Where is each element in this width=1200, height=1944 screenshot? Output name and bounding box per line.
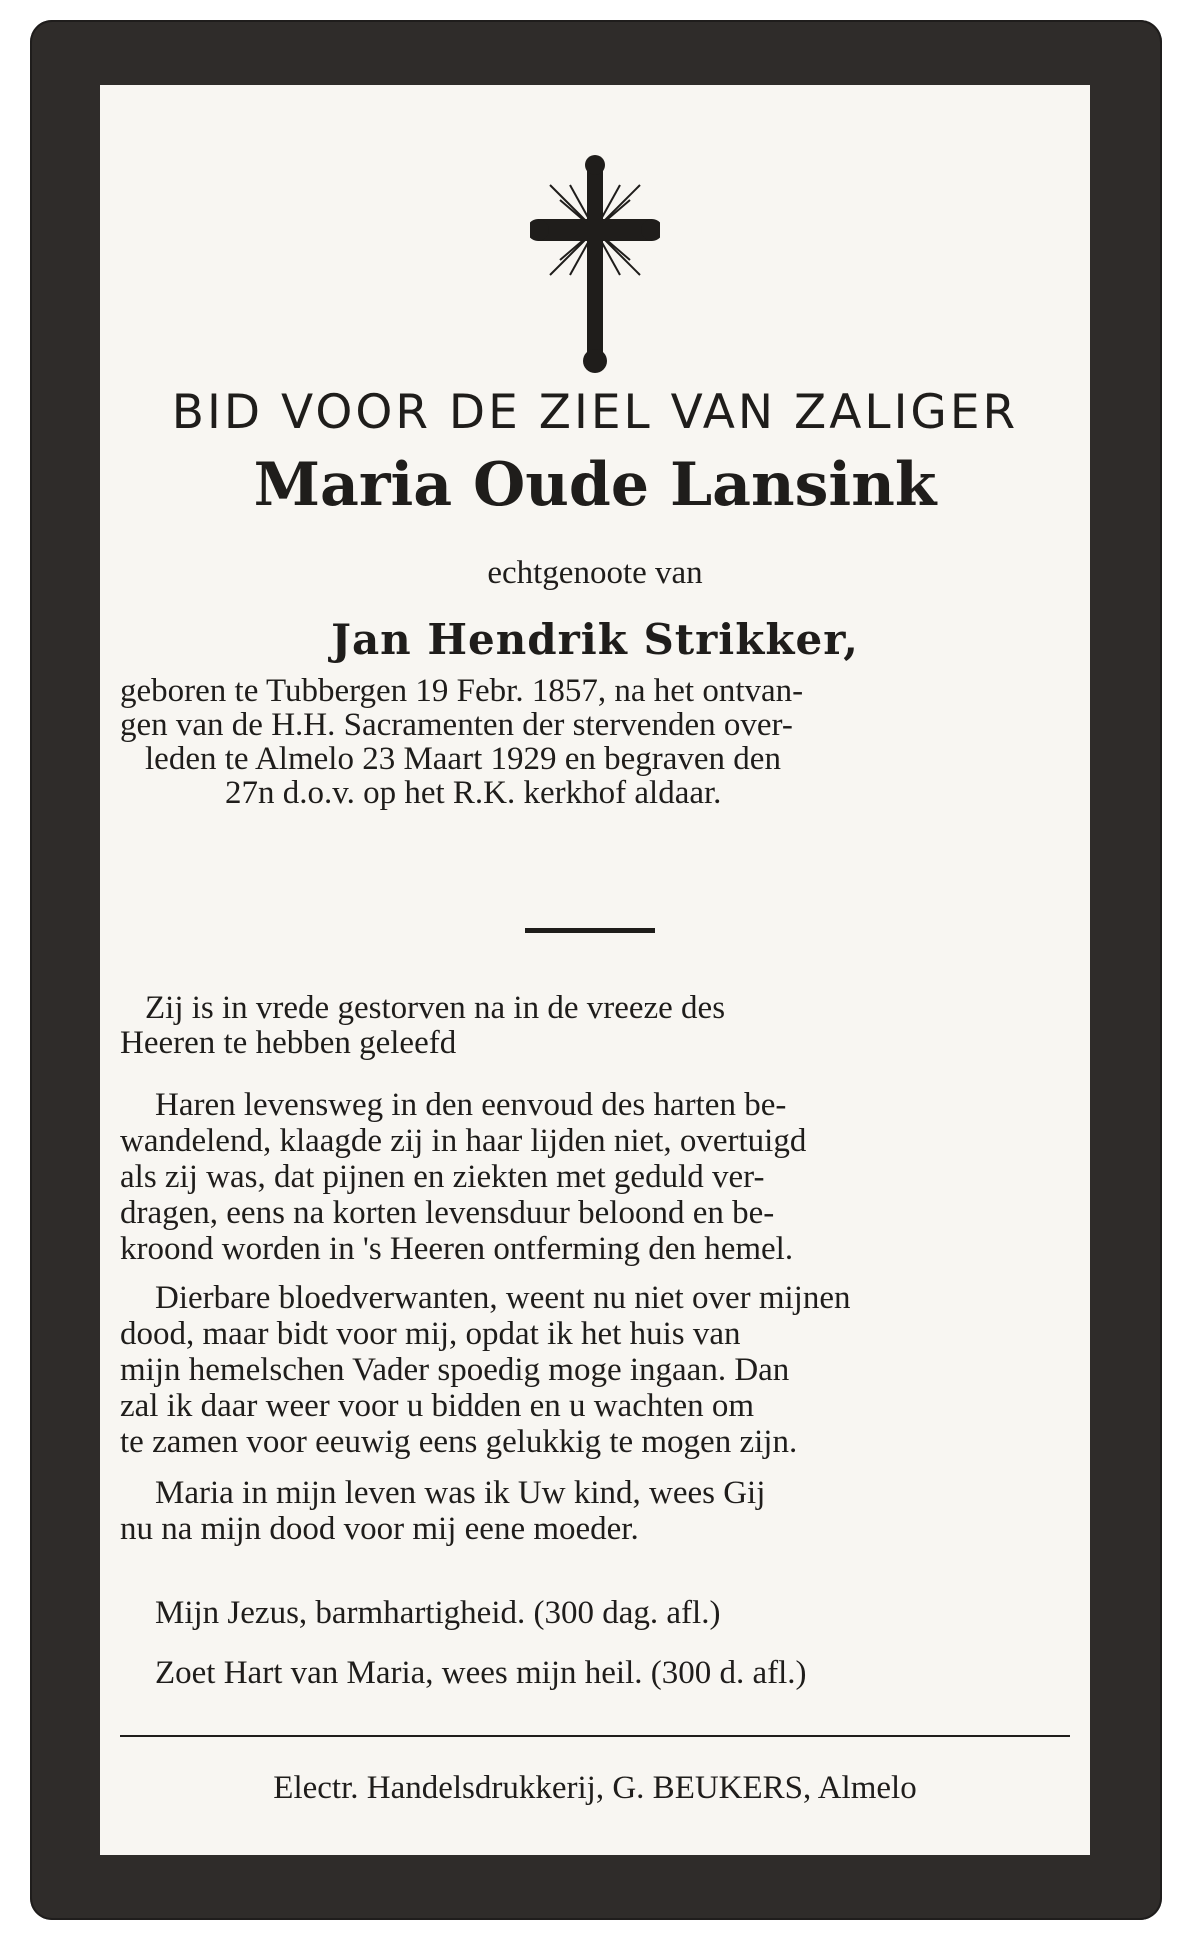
bio-line: leden te Almelo 23 Maart 1929 en begraven den bbox=[145, 741, 781, 777]
paragraph-line: mijn hemelschen Vader spoedig moge ingaan. Dan bbox=[120, 1352, 790, 1388]
divider-short bbox=[525, 928, 655, 933]
prayer-heading: BID VOOR DE ZIEL VAN ZALIGER bbox=[171, 385, 1019, 440]
paragraph-line: nu na mijn dood voor mij eene moeder. bbox=[120, 1511, 639, 1547]
bio-line: 27n d.o.v. op het R.K. kerkhof aldaar. bbox=[225, 775, 722, 811]
prayer-line: Zoet Hart van Maria, wees mijn heil. (300 d. afl.) bbox=[155, 1655, 807, 1691]
paragraph-line: te zamen voor eeuwig eens gelukkig te mogen zijn. bbox=[120, 1424, 798, 1460]
cross-icon bbox=[530, 155, 660, 375]
printer-credit: Electr. Handelsdrukkerij, G. BEUKERS, Almelo bbox=[273, 1770, 917, 1806]
divider-long bbox=[120, 1735, 1070, 1737]
card-panel bbox=[100, 85, 1090, 1855]
bio-line: gen van de H.H. Sacramenten der stervenden over- bbox=[120, 707, 793, 743]
paragraph-line: kroond worden in 's Heeren ontferming den hemel. bbox=[120, 1231, 794, 1267]
paragraph-line: Dierbare bloedverwanten, weent nu niet over mijnen bbox=[155, 1280, 851, 1316]
prayer-line: Mijn Jezus, barmhartigheid. (300 dag. afl.) bbox=[155, 1595, 721, 1631]
paragraph-line: Zij is in vrede gestorven na in de vreeze des bbox=[145, 990, 726, 1026]
bio-line: geboren te Tubbergen 19 Febr. 1857, na het ontvan- bbox=[120, 673, 804, 709]
paragraph-line: dood, maar bidt voor mij, opdat ik het huis van bbox=[120, 1316, 741, 1352]
paragraph-line: Maria in mijn leven was ik Uw kind, wees Gij bbox=[155, 1475, 766, 1511]
paragraph-line: zal ik daar weer voor u bidden en u wachten om bbox=[120, 1388, 755, 1424]
paragraph-line: Heeren te hebben geleefd bbox=[120, 1025, 457, 1061]
paragraph-line: als zij was, dat pijnen en ziekten met geduld ver- bbox=[120, 1159, 765, 1195]
paragraph-line: wandelend, klaagde zij in haar lijden niet, overtuigd bbox=[120, 1123, 807, 1159]
paragraph-line: dragen, eens na korten levensduur beloond en be- bbox=[120, 1195, 775, 1231]
memorial-card bbox=[30, 20, 1162, 1920]
spouse-label: echtgenoote van bbox=[487, 555, 703, 591]
deceased-name: Maria Oude Lansink bbox=[253, 450, 937, 520]
paragraph-line: Haren levensweg in den eenvoud des harten be- bbox=[155, 1087, 787, 1123]
spouse-name: Jan Hendrik Strikker, bbox=[331, 615, 859, 664]
